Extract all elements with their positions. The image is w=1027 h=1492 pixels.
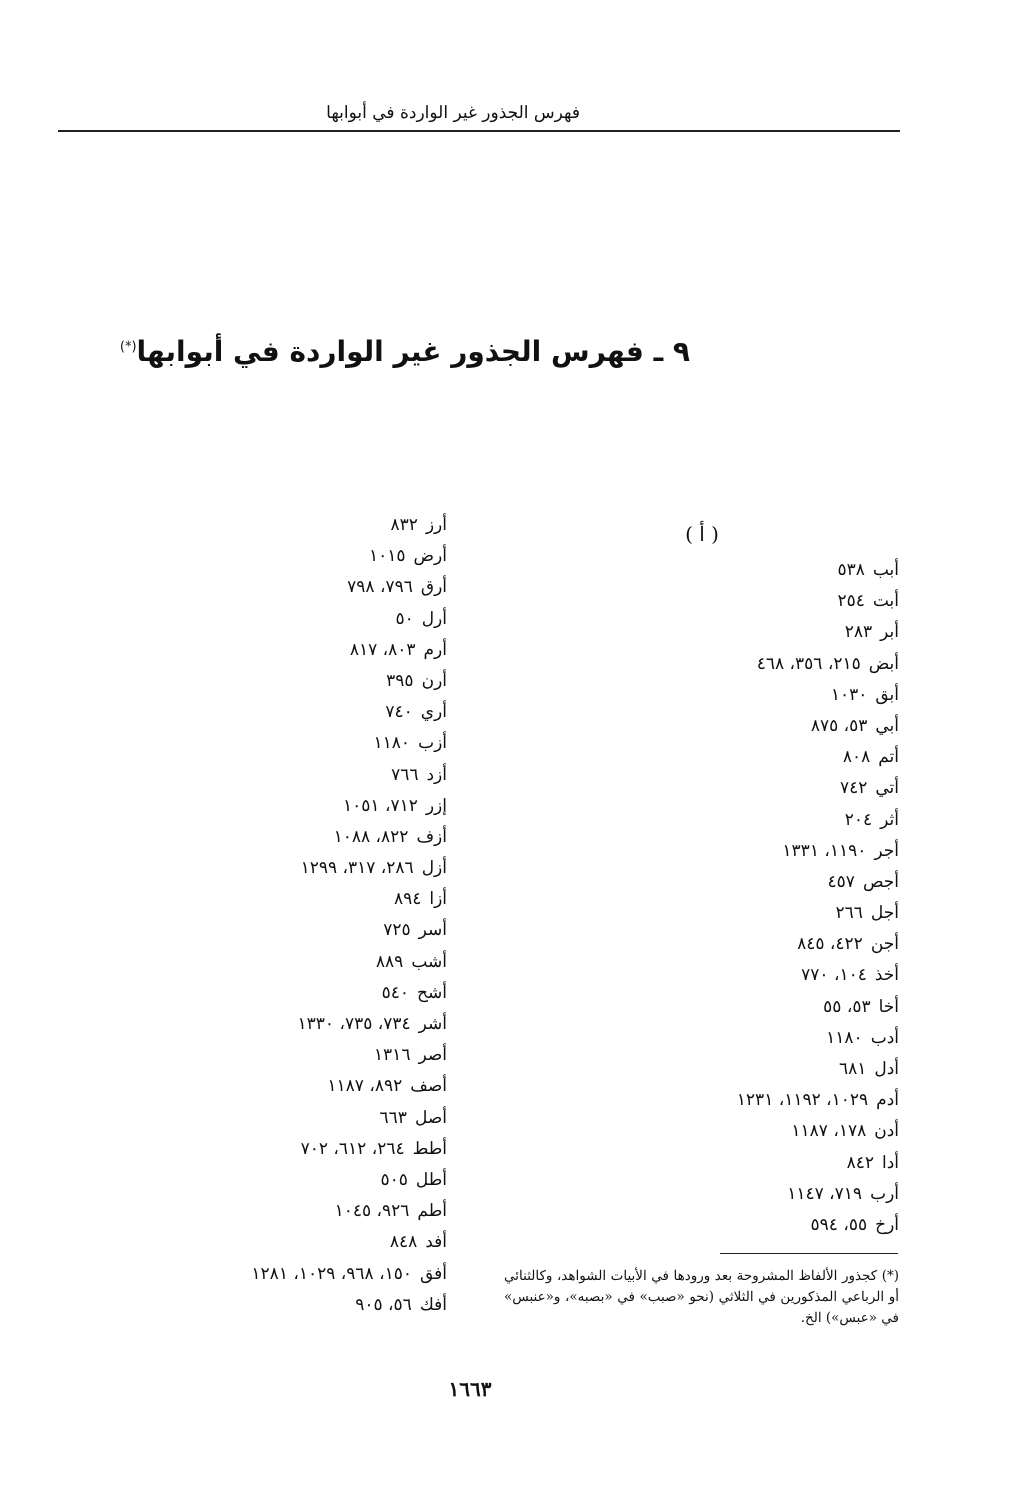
entry-pages: ٢٦٤، ٦١٢، ٧٠٢ xyxy=(300,1138,405,1159)
entry-pages: ١٣١٦ xyxy=(373,1045,411,1066)
entry-root: أطم xyxy=(417,1201,447,1222)
index-entry xyxy=(177,822,447,853)
index-entry xyxy=(177,1196,447,1227)
entry-root: أرق xyxy=(420,577,447,598)
entry-root: أري xyxy=(420,702,447,723)
entry-pages: ٨٠٣، ٨١٧ xyxy=(349,639,416,660)
entry-root: أفق xyxy=(419,1263,447,1284)
entry-root: أرض xyxy=(413,546,447,567)
index-entry xyxy=(659,867,899,898)
entry-root: أزد xyxy=(426,764,447,785)
entry-pages: ٥٤٠ xyxy=(381,982,410,1003)
index-entry xyxy=(659,1210,899,1241)
entry-root: أسر xyxy=(418,920,447,941)
index-column-right xyxy=(659,555,899,1241)
entry-root: أدا xyxy=(881,1152,899,1173)
header-rule xyxy=(58,130,900,132)
entry-pages: ٥٠٥ xyxy=(380,1169,408,1190)
index-entry xyxy=(177,1009,447,1040)
entry-pages: ٥٣٨ xyxy=(837,560,865,580)
index-entry xyxy=(659,992,899,1023)
entry-pages: ٨٤٢ xyxy=(846,1152,874,1173)
entry-pages: ٥٥، ٥٩٤ xyxy=(810,1214,868,1235)
entry-pages: ٢١٥، ٣٥٦، ٤٦٨ xyxy=(756,653,861,674)
entry-root: أرخ xyxy=(875,1214,899,1235)
index-entry xyxy=(659,773,899,804)
entry-root: أرل xyxy=(421,608,447,629)
entry-pages: ٦٦٣ xyxy=(379,1107,407,1128)
index-entry xyxy=(659,898,899,929)
entry-pages: ٧٣٤، ٧٣٥، ١٣٣٠ xyxy=(297,1014,411,1034)
index-entry xyxy=(659,1116,899,1147)
entry-pages: ٦٨١ xyxy=(838,1059,867,1079)
entry-pages: ٧٢٥ xyxy=(383,920,411,941)
entry-pages: ١٠٢٩، ١١٩٢، ١٢٣١ xyxy=(736,1090,869,1111)
entry-root: أدم xyxy=(876,1090,899,1111)
entry-root: أصف xyxy=(410,1076,447,1097)
entry-root: أجل xyxy=(870,903,899,924)
entry-pages: ٢٥٤ xyxy=(837,591,865,612)
entry-pages: ١١٨٠ xyxy=(373,733,411,754)
index-entry xyxy=(659,960,899,991)
entry-pages: ٤٢٢، ٨٤٥ xyxy=(797,934,863,955)
page-number: ١٦٦٣ xyxy=(448,1377,492,1401)
index-entry xyxy=(177,791,447,822)
index-entry xyxy=(177,884,447,915)
entry-root: أصل xyxy=(414,1107,447,1128)
entry-root: أتم xyxy=(878,747,899,768)
entry-pages: ٨٣٢ xyxy=(390,515,418,535)
entry-root: أرن xyxy=(421,670,447,691)
entry-pages: ٥٠ xyxy=(395,608,414,629)
entry-root: أزب xyxy=(418,733,447,754)
entry-pages: ٣٩٥ xyxy=(386,670,414,691)
entry-pages: ٨٤٨ xyxy=(389,1232,418,1253)
entry-root: أثر xyxy=(880,809,899,830)
index-entry xyxy=(659,1179,899,1210)
entry-root: أجر xyxy=(874,840,899,861)
index-entry xyxy=(177,1290,447,1321)
entry-root: أجن xyxy=(870,934,899,955)
index-entry xyxy=(177,760,447,791)
index-entry xyxy=(659,555,899,586)
entry-root: أخذ xyxy=(874,965,899,986)
entry-root: أدل xyxy=(874,1059,899,1079)
entry-pages: ٩٢٦، ١٠٤٥ xyxy=(334,1201,410,1222)
index-entry xyxy=(177,853,447,884)
index-entry xyxy=(659,649,899,680)
entry-root: أدن xyxy=(874,1121,899,1142)
index-column-left xyxy=(177,510,447,1321)
index-entry xyxy=(177,572,447,603)
entry-root: أشب xyxy=(411,951,447,972)
entry-root: أدب xyxy=(870,1027,899,1048)
entry-root: أبب xyxy=(872,560,899,580)
index-entry xyxy=(177,604,447,635)
entry-pages: ١١٨٠ xyxy=(826,1027,863,1048)
entry-root: أرز xyxy=(425,515,447,535)
entry-root: أشح xyxy=(417,982,447,1003)
entry-root: أتي xyxy=(875,778,899,799)
entry-root: أجص xyxy=(862,871,899,892)
title-footnote-marker: (*) xyxy=(119,339,137,355)
entry-pages: ٢٦٦ xyxy=(835,903,863,924)
index-entry xyxy=(659,1054,899,1085)
entry-root: أشر xyxy=(418,1014,447,1034)
index-entry xyxy=(177,947,447,978)
index-entry xyxy=(659,929,899,960)
running-header: فهرس الجذور غير الواردة في أبوابها xyxy=(326,103,580,123)
entry-root: أصر xyxy=(418,1045,447,1066)
entry-pages: ٧٦٦ xyxy=(391,764,419,785)
entry-root: أفك xyxy=(419,1294,447,1315)
entry-pages: ٨٠٨ xyxy=(842,747,871,768)
entry-pages: ٥٦، ٩٠٥ xyxy=(355,1294,412,1315)
entry-pages: ١٠٤، ٧٧٠ xyxy=(801,965,867,986)
entry-pages: ٨٩٢، ١١٨٧ xyxy=(327,1076,403,1097)
footnote-rule xyxy=(720,1253,898,1254)
entry-root: أفد xyxy=(425,1232,447,1253)
index-entry xyxy=(177,1071,447,1102)
index-entry xyxy=(177,697,447,728)
entry-pages: ٤٥٧ xyxy=(827,871,855,892)
entry-root: أطل xyxy=(415,1169,447,1190)
index-entry xyxy=(659,1148,899,1179)
entry-root: أبق xyxy=(875,684,899,705)
entry-pages: ١٠٣٠ xyxy=(830,684,868,705)
entry-pages: ٢٨٣ xyxy=(844,622,873,643)
entry-pages: ١٠١٥ xyxy=(368,546,406,567)
entry-root: أبت xyxy=(872,591,899,612)
index-entry xyxy=(659,680,899,711)
entry-pages: ٧٩٦، ٧٩٨ xyxy=(347,577,413,598)
index-entry xyxy=(177,978,447,1009)
entry-root: أرم xyxy=(423,639,447,660)
index-entry xyxy=(177,915,447,946)
entry-root: أخا xyxy=(878,996,899,1017)
index-entry xyxy=(659,617,899,648)
index-entry xyxy=(177,666,447,697)
entry-pages: ٥٣، ٨٧٥ xyxy=(810,715,868,736)
page-title xyxy=(119,335,690,368)
entry-pages: ٧٤٠ xyxy=(385,702,413,723)
index-entry xyxy=(659,1085,899,1116)
index-entry xyxy=(177,510,447,541)
entry-pages: ٧١٩، ١١٤٧ xyxy=(787,1183,863,1204)
entry-pages: ١١٩٠، ١٣٣١ xyxy=(782,840,867,861)
footnote: (*) كجذور الألفاظ المشروحة بعد ورودها في الأبيات الشواهد، وكالثنائي أو الرباعي المذكورين في الثلاثي (نحو «صبب» في «بصبه»، و«عنبس» في «عبس») الخ. xyxy=(504,1268,899,1326)
index-entry xyxy=(659,805,899,836)
index-entry xyxy=(177,1165,447,1196)
entry-root: أرب xyxy=(870,1183,899,1204)
index-entry xyxy=(177,541,447,572)
entry-root: أبض xyxy=(868,653,899,674)
section-letter: ( أ ) xyxy=(685,522,719,546)
entry-root: أزا xyxy=(429,889,447,910)
entry-root: أبي xyxy=(875,715,899,736)
entry-pages: ١٥٠، ٩٦٨، ١٠٢٩، ١٢٨١ xyxy=(251,1263,412,1284)
index-entry xyxy=(177,1040,447,1071)
entry-root: إزر xyxy=(425,795,447,816)
entry-pages: ٧٤٢ xyxy=(839,778,868,799)
index-entry xyxy=(659,1023,899,1054)
index-entry xyxy=(659,742,899,773)
entry-pages: ٨٨٩ xyxy=(375,951,404,972)
entry-pages: ٧١٢، ١٠٥١ xyxy=(343,795,418,816)
entry-root: أبر xyxy=(880,622,899,643)
title-text: ٩ ـ فهرس الجذور غير الواردة في أبوابها xyxy=(136,335,690,368)
entry-pages: ٨٩٤ xyxy=(393,889,422,910)
entry-pages: ١٧٨، ١١٨٧ xyxy=(791,1121,867,1142)
index-entry xyxy=(177,635,447,666)
entry-pages: ٢٠٤ xyxy=(844,809,873,830)
index-entry xyxy=(659,711,899,742)
index-entry xyxy=(177,1134,447,1165)
entry-root: أزل xyxy=(421,858,447,879)
index-entry xyxy=(659,836,899,867)
index-entry xyxy=(177,1103,447,1134)
entry-pages: ٢٨٦، ٣١٧، ١٢٩٩ xyxy=(300,858,414,879)
index-entry xyxy=(177,1227,447,1258)
index-entry xyxy=(659,586,899,617)
entry-pages: ٥٣، ٥٥ xyxy=(823,996,871,1017)
entry-root: أزف xyxy=(416,826,447,847)
entry-pages: ٨٢٢، ١٠٨٨ xyxy=(333,826,409,847)
entry-root: أطط xyxy=(412,1138,447,1159)
index-entry xyxy=(177,1259,447,1290)
index-entry xyxy=(177,728,447,759)
